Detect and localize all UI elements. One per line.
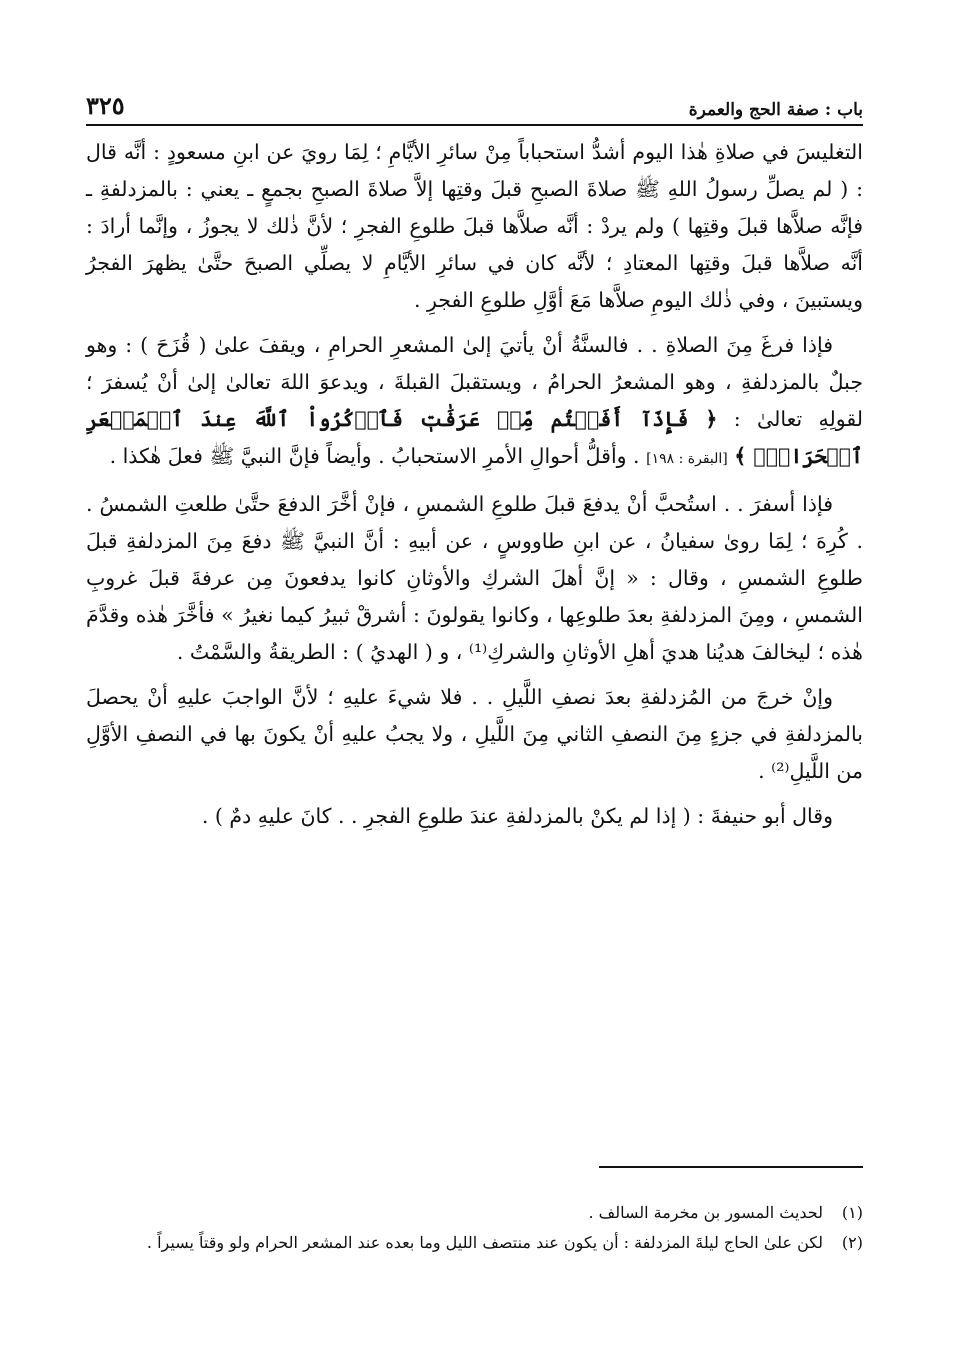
footnote-number: (٢)	[841, 1233, 863, 1252]
footnote-text: لكن علىٰ الحاج ليلةَ المزدلفة : أن يكون عند منتصف الليل وما بعده عند المشعر الحرام ولو وقتاً يسيراً .	[146, 1233, 823, 1252]
page-header	[86, 86, 863, 120]
paragraph-4: وإنْ خرجَ من المُزدلفةِ بعدَ نصفِ اللَّيلِ . . فلا شيءَ عليهِ ؛ لأنَّ الواجبَ عليهِ أنْ يحصلَ بالمزدلفةِ في جزءٍ مِنَ النصفِ الثاني مِنَ اللَّيلِ ، ولا يجبُ عليهِ أنْ يكونَ بها في النصفِ الأوَّلِ من اللَّيلِ⁽²⁾ .	[86, 685, 863, 783]
footnotes	[86, 1198, 863, 1258]
footnote-text: لحديث المسور بن مخرمة السالف .	[588, 1203, 823, 1222]
footnote-number: (١)	[841, 1203, 863, 1222]
paragraph-5: وقال أبو حنيفةَ : ( إذا لم يكنْ بالمزدلفةِ عندَ طلوعِ الفجرِ . . كانَ عليهِ دمٌ ) .	[201, 804, 833, 828]
paragraph-3: فإذا أسفرَ . . استُحبَّ أنْ يدفعَ قبلَ طلوعِ الشمسِ ، فإنْ أخَّرَ الدفعَ حتَّىٰ طلعتِ الشمسُ . . كُرِهَ ؛ لِمَا روىٰ سفيانُ ، عن ابنِ طاووسٍ ، عن أبيهِ : أنَّ النبيَّ ﷺ دفعَ مِنَ المزدلفةِ قبلَ طلوعِ الشمسِ ، وقال : « إنَّ أهلَ الشركِ والأوثانِ كانوا يدفعونَ مِن عرفةَ قبلَ غروبِ الشمسِ ، ومِنَ المزدلفةِ بعدَ طلوعِها ، وكانوا يقولونَ : أشرقْ ثبيرُ كيما نغيرُ » فأخَّرَ هٰذه وقدَّمَ هٰذه ؛ ليخالفَ هديُنا هديَ أهلِ الأوثانِ والشركِ⁽¹⁾ ، و ( الهديُ ) : الطريقةُ والسَّمْتُ .	[86, 492, 863, 664]
footnote	[86, 1198, 863, 1228]
quran-verse: ﴿ فَإِذَآ أَفَضۡتُم مِّنۡ عَرَفَٰتٖ فَٱذۡكُرُواْ ٱللَّهَ عِندَ ٱلۡمَشۡعَرِ ٱلۡحَرَامِۖ ﴾	[86, 407, 863, 468]
paragraph-2-text: فإذا فرغَ مِنَ الصلاةِ . . فالسنَّةُ أنْ يأتيَ إلىٰ المشعرِ الحرامِ ، ويقفَ علىٰ ( قُزَحَ ) : وهو جبلٌ بالمزدلفةِ ، وهو المشعرُ الحرامُ ، ويستقبلَ القبلةَ ، ويدعوَ اللهَ تعالىٰ إلىٰ أنْ يُسفرَ ؛ لقولِهِ تعالىٰ :	[86, 333, 863, 431]
paragraph-1: التغليسَ في صلاةِ هٰذا اليوم أشدُّ استحباباً مِنْ سائرِ الأيَّامِ ؛ لِمَا رويَ عن ابنِ مسعودٍ : أنَّه قال : ( لم يصلِّ رسولُ اللهِ ﷺ صلاةَ الصبحِ قبلَ وقتِها إلاَّ صلاةَ الصبحِ بجمعٍ ـ يعني : بالمزدلفةِ ـ فإنَّه صلاَّها قبلَ وقتِها ) ولم يردْ : أنَّه صلاَّها قبلَ طلوعِ الفجرِ ؛ لأنَّ ذٰلك لا يجوزُ ، وإنَّما أرادَ : أنَّه صلاَّها قبلَ وقتِها المعتادِ ؛ لأنَّه كان في سائرِ الأيَّامِ لا يصلِّي الصبحَ حتَّىٰ يظهرَ الفجرُ ويستبينَ ، وفي ذٰلك اليومِ صلاَّها مَعَ أوَّلِ طلوعِ الفجرِ .	[86, 140, 863, 312]
chapter-title: باب : صفة الحج والعمرة	[688, 100, 863, 120]
header-rule	[86, 124, 863, 126]
paragraph-2	[86, 327, 863, 478]
paragraph-2-continuation: . وأقلُّ أحوالِ الأمرِ الاستحبابُ . وأيضاً فإنَّ النبيَّ ﷺ فعلَ هٰكذا .	[109, 444, 640, 468]
footnote	[86, 1228, 863, 1258]
quran-reference: [البقرة : ١٩٨]	[646, 451, 728, 467]
page-number: ٣٢٥	[86, 91, 125, 120]
footnote-rule	[599, 1166, 863, 1168]
main-text	[86, 134, 863, 843]
